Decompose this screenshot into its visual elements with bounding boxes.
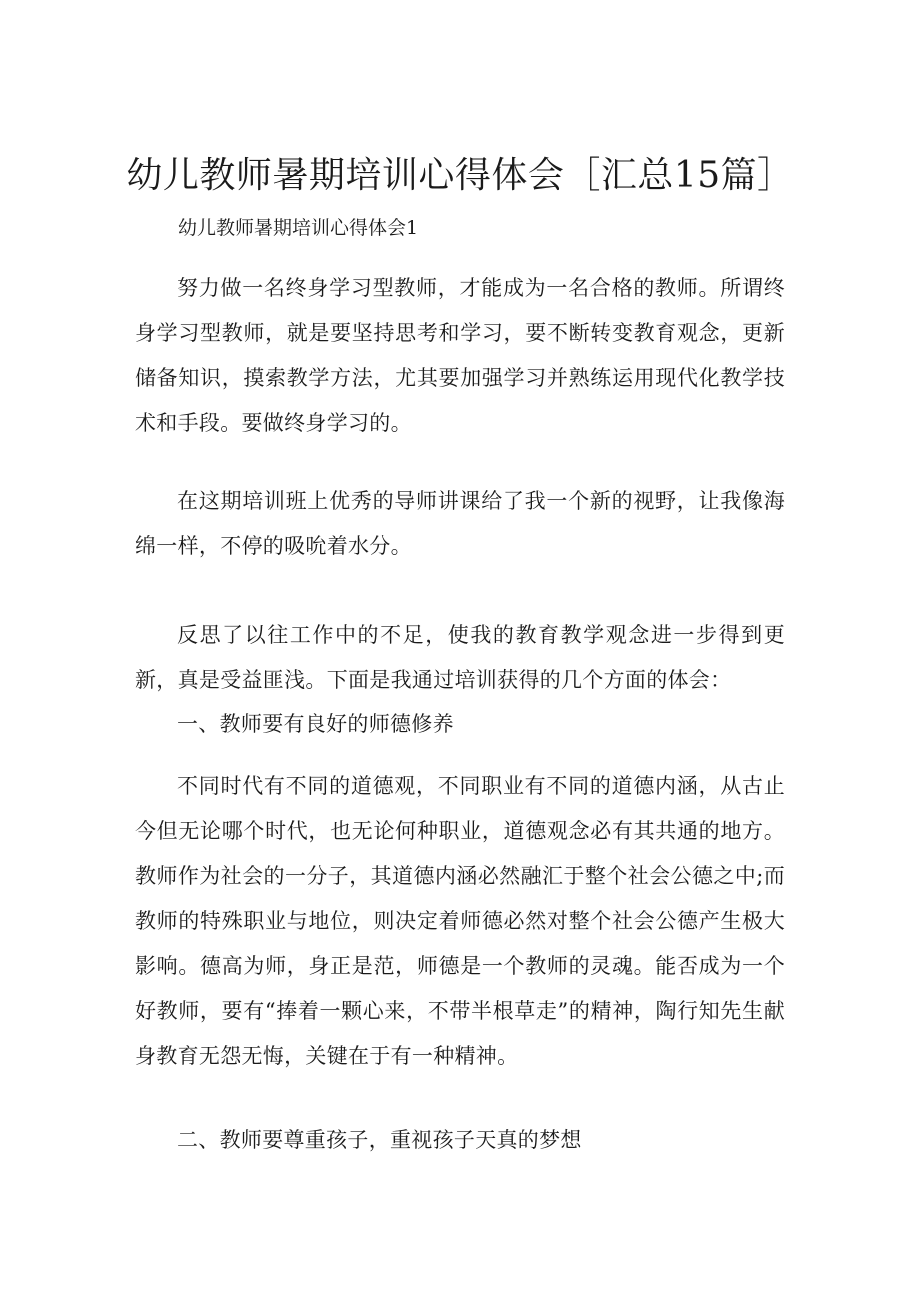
- section-heading: 二、教师要尊重孩子，重视孩子天真的梦想: [177, 1128, 582, 1152]
- paragraph: 反思了以往工作中的不足，使我的教育教学观念进一步得到更新，真是受益匪浅。下面是我通过培训获得的几个方面的体会：: [135, 623, 785, 692]
- section-heading: 一、教师要有良好的师德修养: [177, 712, 454, 736]
- document-subtitle: 幼儿教师暑期培训心得体会1: [178, 217, 419, 239]
- paragraph: 不同时代有不同的道德观，不同职业有不同的道德内涵，从古止今但无论哪个时代，也无论何种职业，道德观念必有其共通的地方。教师作为社会的一分子，其道德内涵必然融汇于整个社会公德之中;而教师的特殊职业与地位，则决定着师德必然对整个社会公德产生极大影响。德高为师，身正是范，师德是一个教师的灵魂。能否成为一个好教师，要有“捧着一颗心来，不带半根草走”的精神，陶行知先生献身教育无怨无悔，关键在于有一种精神。: [135, 774, 785, 1068]
- paragraph: 在这期培训班上优秀的导师讲课给了我一个新的视野，让我像海绵一样，不停的吸吮着水分。: [135, 489, 785, 558]
- document-title: 幼儿教师暑期培训心得体会［汇总15篇］: [126, 155, 794, 196]
- paragraph: 努力做一名终身学习型教师，才能成为一名合格的教师。所谓终身学习型教师，就是要坚持思考和学习，要不断转变教育观念，更新储备知识，摸索教学方法，尤其要加强学习并熟练运用现代化教学技术和手段。要做终身学习的。: [135, 276, 785, 435]
